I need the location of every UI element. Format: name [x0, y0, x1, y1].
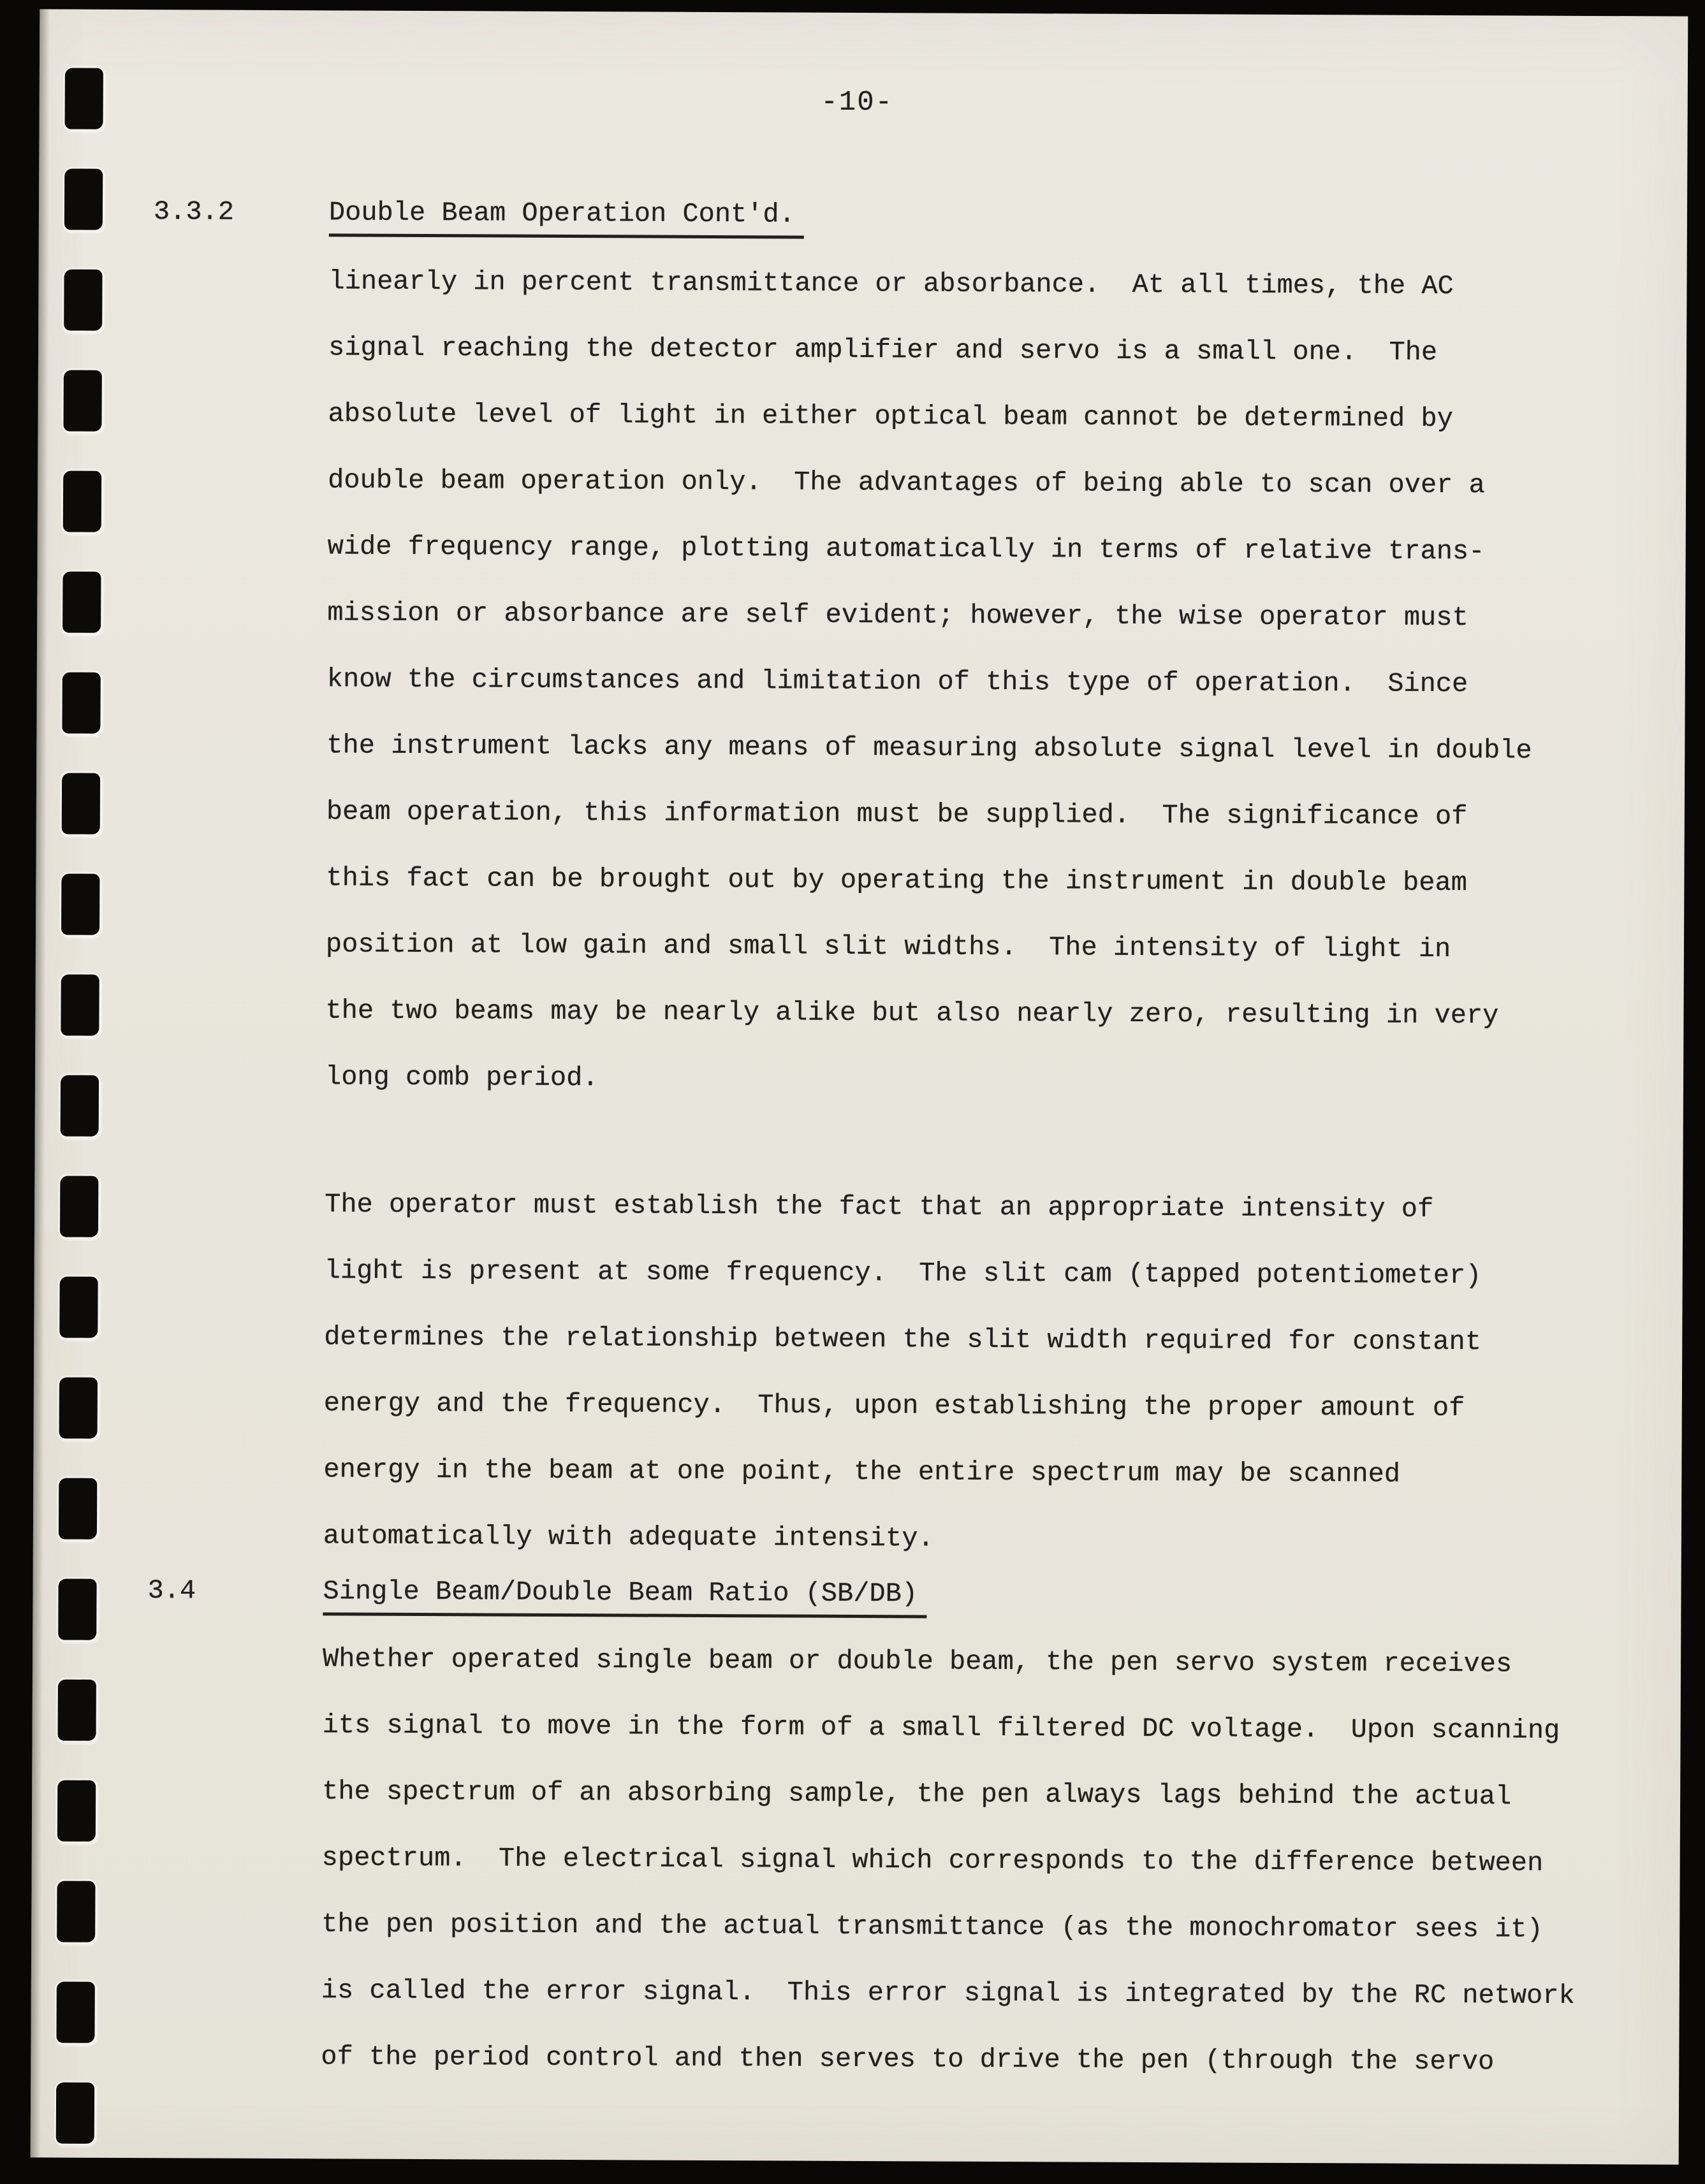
- paragraph: [325, 248, 1560, 1115]
- section-3-4: [147, 1576, 1553, 1621]
- paragraph: [321, 1626, 1575, 2095]
- section-heading: Double Beam Operation Cont'd.: [329, 198, 804, 238]
- text-line: signal reaching the detector amplifier and servo is a small one. The: [328, 332, 1438, 368]
- text-line: is called the error signal. This error signal is integrated by the RC network: [321, 1975, 1575, 2011]
- text-line: beam operation, this information must be supplied. The significance of: [326, 796, 1468, 833]
- document-page: [31, 9, 1688, 2164]
- text-line: its signal to move in the form of a small filtered DC voltage. Upon scanning: [322, 1710, 1560, 1746]
- section-3-3-2: [154, 197, 1560, 242]
- text-line: Whether operated single beam or double beam, the pen servo system receives: [322, 1643, 1512, 1680]
- section-heading: Single Beam/Double Beam Ratio (SB/DB): [323, 1576, 926, 1618]
- text-line: the spectrum of an absorbing sample, the pen always lags behind the actual: [322, 1776, 1512, 1812]
- text-line: spectrum. The electrical signal which corresponds to the difference between: [321, 1842, 1544, 1879]
- text-line: mission or absorbance are self evident; however, the wise operator must: [327, 597, 1468, 634]
- text-line: of the period control and then serves to drive the pen (through the servo: [321, 2041, 1495, 2078]
- paragraph: [323, 1171, 1556, 1574]
- text-line: energy and the frequency. Thus, upon establishing the proper amount of: [323, 1388, 1465, 1424]
- section-number: 3.3.2: [153, 196, 235, 228]
- text-line: long comb period.: [325, 1061, 599, 1094]
- text-line: the pen position and the actual transmittance (as the monochromator sees it): [321, 1909, 1543, 1945]
- text-line: know the circumstances and limitation of this type of operation. Since: [326, 664, 1468, 700]
- text-line: double beam operation only. The advantages of being able to scan over a: [328, 465, 1485, 501]
- text-line: automatically with adequate intensity.: [323, 1520, 934, 1554]
- page-number: -10-: [821, 86, 894, 119]
- text-line: the two beams may be nearly alike but also nearly zero, resulting in very: [325, 995, 1499, 1031]
- text-line: this fact can be brought out by operating the instrument in double beam: [326, 863, 1468, 899]
- text-line: determines the relationship between the slit width required for constant: [324, 1321, 1482, 1358]
- text-line: the instrument lacks any means of measuring absolute signal level in double: [326, 730, 1532, 766]
- text-line: wide frequency range, plotting automatically in terms of relative trans-: [327, 531, 1485, 567]
- text-line: energy in the beam at one point, the entire spectrum may be scanned: [323, 1454, 1401, 1490]
- text-line: position at low gain and small slit widths. The intensity of light in: [325, 929, 1451, 965]
- text-line: The operator must establish the fact that an appropriate intensity of: [325, 1189, 1434, 1225]
- section-number: 3.4: [147, 1575, 196, 1606]
- page-content: [31, 83, 1688, 2095]
- binding-hole: [56, 2083, 94, 2144]
- text-line: linearly in percent transmittance or absorbance. At all times, the AC: [328, 266, 1454, 302]
- text-line: light is present at some frequency. The slit cam (tapped potentiometer): [324, 1255, 1482, 1292]
- text-line: absolute level of light in either optical beam cannot be determined by: [328, 398, 1453, 435]
